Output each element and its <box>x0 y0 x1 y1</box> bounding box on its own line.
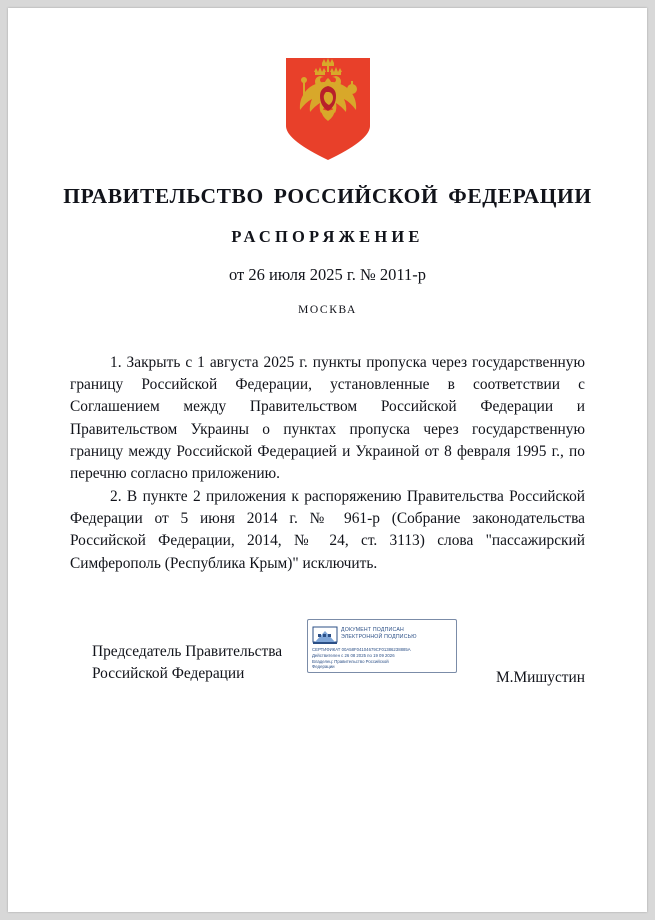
document-subtitle: РАСПОРЯЖЕНИЕ <box>231 227 424 246</box>
stamp-heading-line-2: ЭЛЕКТРОННОЙ ПОДПИСЬЮ <box>341 633 417 640</box>
paragraph-2: 2. В пункте 2 приложения к распоряжению Правительства Российской Федерации от 5 июня 2014 г. № 961-р (Собрание законодательства Российской Федерации, 2014, № 24, ст. 3113) слова "пассажирский Симферополь (Республика Крым)" исключить. <box>70 488 585 572</box>
electronic-signature-stamp <box>307 619 457 673</box>
document-body <box>70 352 585 575</box>
stamp-certificate-label: СЕРТИФИКАТ <box>312 646 341 652</box>
coat-of-arms-icon <box>282 56 374 162</box>
stamp-heading-line-1: ДОКУМЕНТ ПОДПИСАН <box>341 626 404 633</box>
paragraph-1: 1. Закрыть с 1 августа 2025 г. пункты пропуска через государственную границу Российской Федерации, установленные в соответствии с Соглашением между Правительством Российской Федерации и Правительством Украины о пунктах пропуска через государственную границу между Российской Федерацией и Украиной от 8 февраля 1995 г., по перечню согласно приложению. <box>70 354 585 482</box>
stamp-owner-line-1: Владелец: Правительство Российской <box>312 658 389 664</box>
emblem-container <box>8 56 647 162</box>
stamp-owner-line-2: Федерации <box>312 664 335 670</box>
document-title: ПРАВИТЕЛЬСТВО РОССИЙСКОЙ ФЕДЕРАЦИИ <box>63 184 592 208</box>
canvas-top-strip <box>0 0 655 8</box>
signature-block <box>8 619 647 739</box>
document-page <box>8 8 647 912</box>
stamp-certificate-value: 00A58F04104679CF01386238885A <box>341 646 411 652</box>
stamp-validity: Действителен с 26 08 2025 по 19 09 2026 <box>312 652 395 658</box>
document-date-number: от 26 июля 2025 г. № 2011-р <box>229 265 426 284</box>
stamp-header <box>312 623 452 645</box>
stamp-details <box>312 647 452 671</box>
document-city: МОСКВА <box>298 304 357 316</box>
signatory-position-line-2: Российской Федерации <box>92 665 245 683</box>
signatory-name: М.Мишустин <box>495 668 585 686</box>
signatory-position-line-1: Председатель Правительства <box>92 642 283 660</box>
stamp-heading <box>341 627 417 641</box>
signatory-position <box>92 641 282 686</box>
certificate-icon <box>312 623 338 645</box>
